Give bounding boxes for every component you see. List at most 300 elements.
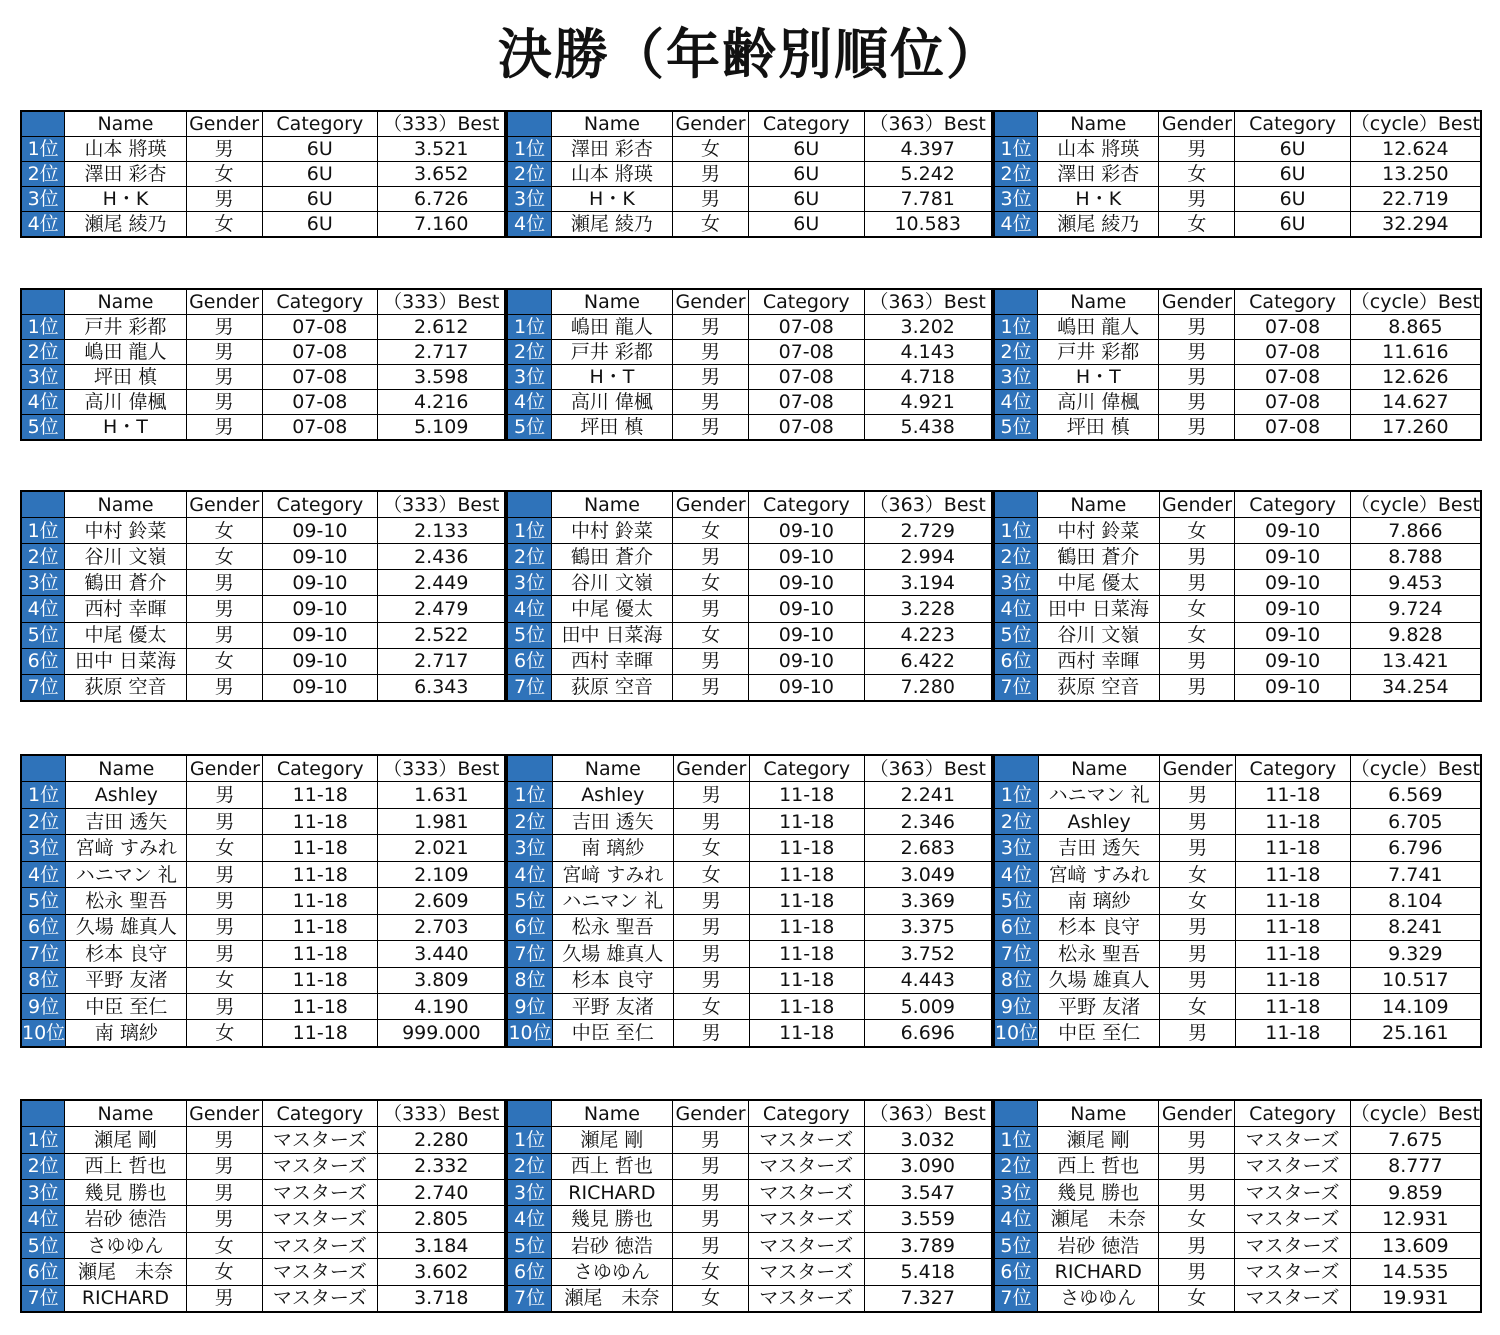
rank-cell: 10位 [21,1020,66,1047]
column-header-gender: Gender [673,491,749,518]
rank-cell: 1位 [507,1127,551,1153]
category-cell: 6U [748,137,864,162]
column-header-gender: Gender [1159,111,1235,137]
best-cell: 6.696 [864,1020,992,1047]
category-cell: 11-18 [749,888,864,914]
gender-cell: 男 [186,415,262,441]
gender-cell: 男 [1159,390,1235,415]
gender-cell: 男 [673,544,749,570]
name-cell: 瀬尾 綾乃 [65,212,186,238]
rank-cell: 1位 [507,315,551,340]
header-row [21,289,505,315]
best-cell: 3.547 [864,1180,992,1206]
column-header-name: Name [551,1100,672,1127]
gender-cell: 男 [186,187,262,212]
category-cell: 07-08 [1235,415,1350,441]
column-header-name: Name [551,289,672,315]
name-cell: 岩砂 徳浩 [65,1206,186,1232]
rank-cell: 3位 [507,187,551,212]
table-row [994,888,1481,914]
gender-cell: 女 [187,835,263,861]
table-row [21,1285,505,1312]
best-cell: 3.559 [864,1206,992,1232]
best-cell: 34.254 [1350,674,1481,701]
rank-cell: 4位 [21,596,65,622]
rank-cell: 4位 [21,1206,65,1232]
rank-cell: 5位 [507,415,551,441]
table-row [507,835,991,861]
category-cell: 07-08 [748,415,864,441]
rank-header-cell [994,491,1038,518]
column-header-category: Category [1235,755,1350,782]
best-cell: 3.752 [864,941,992,967]
best-cell: 2.994 [864,544,992,570]
column-header-category: Category [262,111,378,137]
gender-cell: 男 [673,187,749,212]
best-cell: 13.250 [1350,162,1481,187]
gender-cell: 女 [186,162,262,187]
best-cell: 2.609 [378,888,506,914]
table-row [507,162,991,187]
rank-cell: 4位 [507,390,551,415]
rank-cell: 1位 [507,518,551,544]
table-row [994,365,1481,390]
rank-cell: 4位 [507,212,551,238]
rank-cell: 4位 [21,861,66,887]
header-row [507,111,991,137]
category-cell: マスターズ [262,1127,378,1153]
gender-cell: 女 [1159,518,1235,544]
rank-header-cell [994,111,1038,137]
rank-cell: 3位 [507,570,551,596]
name-cell: 荻原 空音 [551,674,673,701]
table-row [507,622,991,648]
rank-header-cell [994,1100,1038,1127]
table-row [507,415,991,441]
table-row [994,1285,1481,1312]
best-cell: 10.583 [864,212,992,238]
table-row [994,648,1481,674]
gender-cell: 男 [673,315,749,340]
category-cell: 07-08 [262,365,378,390]
table-row [507,518,991,544]
table-row [994,835,1481,861]
name-cell: 鶴田 蒼介 [1038,544,1160,570]
category-cell: 6U [1235,187,1350,212]
name-cell: 高川 偉楓 [1038,390,1159,415]
best-cell: 6.705 [1350,808,1481,834]
category-cell: 11-18 [749,967,864,993]
best-cell: 4.143 [864,340,992,365]
results-table-363 [506,288,992,441]
gender-cell: 男 [1159,365,1235,390]
table-row [507,1259,991,1285]
gender-cell: 男 [1159,544,1235,570]
category-cell: 11-18 [1235,967,1350,993]
gender-cell: 男 [673,888,749,914]
category-cell: 07-08 [262,390,378,415]
category-cell: 07-08 [262,315,378,340]
name-cell: さゆゆん [1038,1285,1159,1312]
rank-cell: 7位 [21,941,66,967]
category-cell: マスターズ [749,1206,865,1232]
name-cell: 宮﨑 すみれ [552,861,673,887]
category-cell: 11-18 [749,993,864,1019]
best-cell: 8.104 [1350,888,1481,914]
name-cell: 田中 日菜海 [1038,596,1160,622]
rank-cell: 1位 [994,137,1038,162]
name-cell: 中村 鈴菜 [551,518,673,544]
category-cell: マスターズ [1235,1206,1350,1232]
category-cell: 11-18 [263,993,378,1019]
name-cell: H・K [551,187,672,212]
gender-cell: 男 [673,808,749,834]
column-header-gender: Gender [186,491,262,518]
best-cell: 4.718 [864,365,992,390]
rank-cell: 4位 [507,1206,551,1232]
gender-cell: 女 [673,518,749,544]
category-cell: 09-10 [749,518,864,544]
category-cell: 6U [262,137,378,162]
name-cell: H・K [1038,187,1159,212]
rank-header-cell [507,111,551,137]
name-cell: 谷川 文嶺 [65,544,187,570]
gender-cell: 男 [186,365,262,390]
rank-cell: 3位 [994,187,1038,212]
best-cell: 13.421 [1350,648,1481,674]
best-cell: 3.194 [864,570,992,596]
name-cell: 田中 日菜海 [65,648,187,674]
rank-cell: 2位 [21,808,66,834]
rank-cell: 4位 [507,596,551,622]
best-cell: 3.375 [864,914,992,940]
name-cell: 戸井 彩都 [65,315,186,340]
table-row [507,315,991,340]
table-row [994,1020,1481,1047]
table-row [507,187,991,212]
category-cell: 09-10 [262,674,377,701]
rank-cell: 4位 [507,861,552,887]
column-header-gender: Gender [673,755,749,782]
table-row [507,137,991,162]
table-row [507,648,991,674]
table-row [994,212,1481,238]
gender-cell: 男 [1160,1020,1236,1047]
best-cell: 2.133 [378,518,506,544]
gender-cell: 男 [186,1153,262,1179]
best-cell: 32.294 [1350,212,1481,238]
table-row [21,835,505,861]
category-cell: 11-18 [263,941,378,967]
gender-cell: 男 [673,941,749,967]
name-cell: 吉田 透矢 [1039,835,1160,861]
table-row [21,1206,505,1232]
gender-cell: 男 [1159,415,1235,441]
table-row [21,674,505,701]
best-cell: 3.032 [864,1127,992,1153]
gender-cell: 男 [1159,1127,1235,1153]
best-cell: 13.609 [1350,1232,1481,1258]
rank-cell: 6位 [507,1259,551,1285]
table-row [21,782,505,808]
gender-cell: 女 [1160,993,1236,1019]
table-row [994,782,1481,808]
rank-cell: 6位 [994,1259,1038,1285]
name-cell: 久場 雄真人 [552,941,673,967]
name-cell: H・T [551,365,672,390]
table-row [507,212,991,238]
rank-cell: 5位 [994,1232,1038,1258]
gender-cell: 男 [186,390,262,415]
rank-cell: 4位 [994,390,1038,415]
best-cell: 5.438 [864,415,992,441]
column-header-name: Name [551,491,673,518]
table-row [21,365,505,390]
table-row [507,365,991,390]
best-cell: 8.788 [1350,544,1481,570]
best-cell: 3.440 [378,941,506,967]
page-title: 決勝（年齢別順位） [498,23,1002,86]
rank-cell: 7位 [507,674,551,701]
gender-cell: 女 [1159,622,1235,648]
table-row [21,914,505,940]
name-cell: 杉本 良守 [1039,914,1160,940]
rank-cell: 9位 [507,993,552,1019]
column-header-gender: Gender [673,289,749,315]
name-cell: 瀬尾 剛 [65,1127,186,1153]
results-table-363 [506,754,992,1048]
name-cell: 松永 聖吾 [66,888,187,914]
best-cell: 3.184 [378,1232,506,1258]
best-cell: 6.343 [378,674,506,701]
table-row [21,648,505,674]
column-header-gender: Gender [186,1100,262,1127]
rank-cell: 3位 [21,1180,65,1206]
name-cell: 西上 哲也 [551,1153,672,1179]
name-cell: 杉本 良守 [66,941,187,967]
table-row [21,1232,505,1258]
table-row [994,137,1481,162]
name-cell: 吉田 透矢 [66,808,187,834]
gender-cell: 男 [186,622,262,648]
column-header-name: Name [551,111,672,137]
table-row [507,808,991,834]
best-cell: 8.241 [1350,914,1481,940]
best-cell: 4.190 [378,993,506,1019]
name-cell: 南 璃紗 [66,1020,187,1047]
ranking-section [20,1099,1482,1313]
category-cell: 07-08 [748,390,864,415]
rank-cell: 5位 [507,888,552,914]
category-cell: 09-10 [262,570,377,596]
name-cell: 久場 雄真人 [66,914,187,940]
gender-cell: 男 [1159,340,1235,365]
gender-cell: 女 [1159,212,1235,238]
rank-cell: 4位 [21,390,65,415]
table-row [994,967,1481,993]
results-table-333 [20,1099,506,1313]
rank-cell: 6位 [994,648,1038,674]
gender-cell: 女 [187,1020,263,1047]
gender-cell: 女 [673,1285,749,1312]
best-cell: 4.397 [864,137,992,162]
table-row [21,941,505,967]
category-cell: 09-10 [262,648,377,674]
best-cell: 1.981 [378,808,506,834]
rank-cell: 2位 [507,340,551,365]
name-cell: 中村 鈴菜 [1038,518,1160,544]
results-table-333 [20,110,506,238]
name-cell: 坪田 槙 [551,415,672,441]
rank-cell: 1位 [21,782,66,808]
column-header-gender: Gender [186,289,262,315]
gender-cell: 男 [186,340,262,365]
rank-cell: 3位 [21,365,65,390]
best-cell: 12.624 [1350,137,1481,162]
rank-header-cell [507,1100,551,1127]
best-cell: 25.161 [1350,1020,1481,1047]
name-cell: さゆゆん [551,1259,672,1285]
table-row [507,993,991,1019]
name-cell: H・T [65,415,186,441]
gender-cell: 男 [187,914,263,940]
gender-cell: 女 [673,1259,749,1285]
table-row [507,596,991,622]
column-header-gender: Gender [186,111,262,137]
name-cell: 南 璃紗 [552,835,673,861]
gender-cell: 男 [1159,137,1235,162]
table-row [994,596,1481,622]
column-header-best: （333）Best [378,111,506,137]
table-row [994,1180,1481,1206]
best-cell: 12.931 [1350,1206,1481,1232]
best-cell: 5.109 [378,415,506,441]
rank-cell: 3位 [994,835,1039,861]
table-row [994,570,1481,596]
best-cell: 2.805 [378,1206,506,1232]
category-cell: 09-10 [262,596,377,622]
rank-header-cell [507,289,551,315]
name-cell: ハニマン 礼 [66,861,187,887]
table-row [507,888,991,914]
best-cell: 4.216 [378,390,506,415]
category-cell: マスターズ [749,1180,865,1206]
table-row [21,544,505,570]
rank-cell: 9位 [994,993,1039,1019]
table-row [507,1180,991,1206]
table-row [21,187,505,212]
name-cell: RICHARD [65,1285,186,1312]
best-cell: 8.865 [1350,315,1481,340]
gender-cell: 男 [673,390,749,415]
name-cell: 荻原 空音 [65,674,187,701]
table-row [21,622,505,648]
category-cell: 11-18 [749,808,864,834]
name-cell: 坪田 槙 [65,365,186,390]
rank-cell: 1位 [994,518,1038,544]
name-cell: ハニマン 礼 [552,888,673,914]
table-row [507,941,991,967]
rank-cell: 2位 [507,162,551,187]
rank-cell: 8位 [507,967,552,993]
rank-cell: 2位 [507,808,552,834]
rank-cell: 5位 [21,622,65,648]
best-cell: 4.223 [864,622,992,648]
column-header-name: Name [552,755,673,782]
category-cell: 11-18 [749,914,864,940]
table-row [21,212,505,238]
category-cell: マスターズ [262,1153,378,1179]
column-header-category: Category [1235,289,1350,315]
column-header-best: （333）Best [378,289,506,315]
name-cell: RICHARD [551,1180,672,1206]
column-header-best: （363）Best [864,1100,992,1127]
name-cell: 嶋田 龍人 [65,340,186,365]
gender-cell: 女 [673,212,749,238]
table-row [21,315,505,340]
best-cell: 2.241 [864,782,992,808]
table-row [507,967,991,993]
category-cell: 07-08 [748,340,864,365]
name-cell: さゆゆん [65,1232,186,1258]
name-cell: 松永 聖吾 [552,914,673,940]
gender-cell: 女 [673,137,749,162]
column-header-category: Category [1235,1100,1350,1127]
column-header-best: （cycle）Best [1350,491,1481,518]
gender-cell: 女 [186,518,262,544]
category-cell: 09-10 [1235,596,1350,622]
table-row [21,1020,505,1047]
table-row [21,1153,505,1179]
column-header-category: Category [262,1100,378,1127]
gender-cell: 女 [1160,888,1236,914]
best-cell: 9.453 [1350,570,1481,596]
best-cell: 5.242 [864,162,992,187]
table-row [21,1259,505,1285]
name-cell: 杉本 良守 [552,967,673,993]
gender-cell: 男 [673,1206,749,1232]
results-table-333 [20,490,506,702]
best-cell: 2.109 [378,861,506,887]
header-row [507,755,991,782]
best-cell: 12.626 [1350,365,1481,390]
name-cell: 中尾 優太 [551,596,673,622]
table-row [507,782,991,808]
rank-cell: 2位 [994,1153,1038,1179]
category-cell: 6U [262,212,378,238]
table-row [507,340,991,365]
rank-cell: 6位 [21,1259,65,1285]
best-cell: 2.612 [378,315,506,340]
header-row [507,491,991,518]
rank-cell: 5位 [21,415,65,441]
best-cell: 5.418 [864,1259,992,1285]
gender-cell: 男 [673,967,749,993]
gender-cell: 男 [187,808,263,834]
name-cell: 西村 幸暉 [65,596,187,622]
rank-cell: 4位 [994,212,1038,238]
rank-cell: 10位 [507,1020,552,1047]
category-cell: 11-18 [749,835,864,861]
gender-cell: 男 [673,648,749,674]
category-cell: マスターズ [749,1285,865,1312]
category-cell: 11-18 [1235,993,1350,1019]
name-cell: 中臣 至仁 [66,993,187,1019]
column-header-category: Category [749,1100,865,1127]
column-header-name: Name [1038,1100,1159,1127]
best-cell: 6.726 [378,187,506,212]
column-header-name: Name [66,755,187,782]
